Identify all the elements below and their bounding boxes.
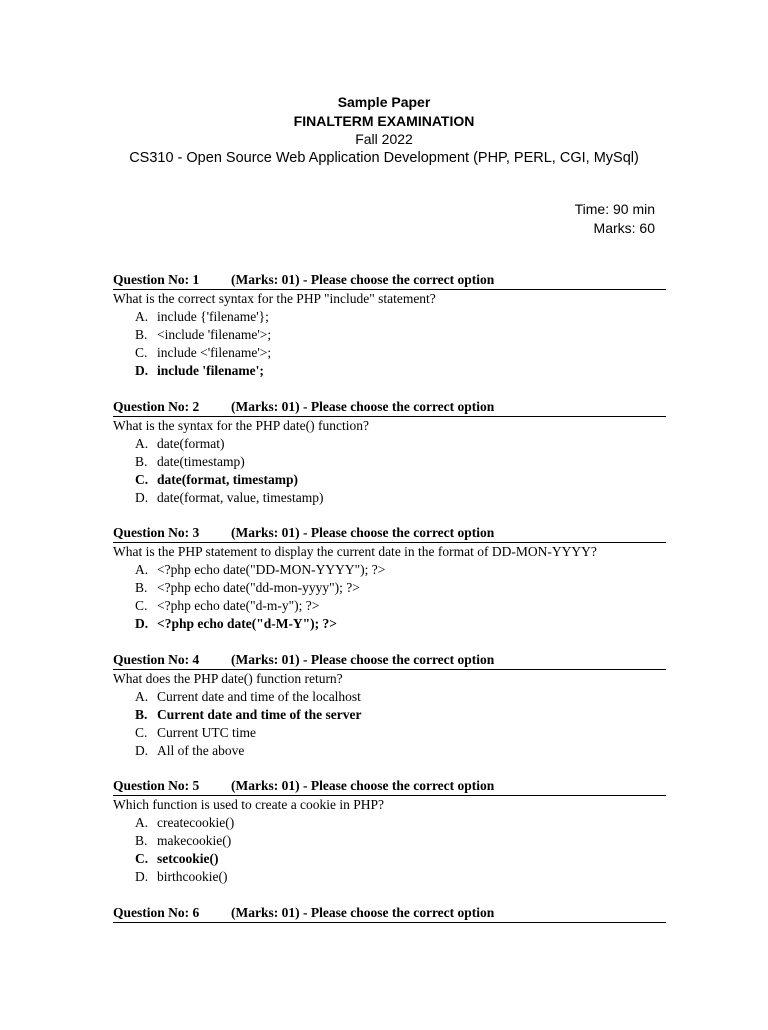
question-number: Question No: 4 [113, 651, 231, 668]
question-number: Question No: 1 [113, 271, 231, 288]
option-list [113, 561, 666, 633]
question-instruction: (Marks: 01) - Please choose the correct option [231, 525, 494, 540]
question-heading [113, 651, 666, 670]
option-letter: D. [135, 362, 157, 380]
correct-option [113, 471, 666, 489]
option-text: <?php echo date("dd-mon-yyyy"); ?> [157, 580, 360, 595]
question-text: What is the correct syntax for the PHP "include" statement? [113, 290, 666, 308]
answer-option [113, 453, 666, 471]
option-text: setcookie() [157, 851, 218, 866]
option-text: include <'filename'>; [157, 345, 271, 360]
option-text: Current date and time of the server [157, 707, 361, 722]
question-number: Question No: 2 [113, 398, 231, 415]
question-block [113, 524, 666, 651]
option-text: date(format) [157, 436, 224, 451]
option-letter: C. [135, 597, 157, 615]
option-letter: C. [135, 471, 157, 489]
option-letter: A. [135, 561, 157, 579]
answer-option [113, 688, 666, 706]
question-list [113, 271, 666, 1030]
answer-option [113, 868, 666, 886]
question-instruction: (Marks: 01) - Please choose the correct option [231, 652, 494, 667]
option-letter: B. [135, 326, 157, 344]
exam-term: Fall 2022 [0, 130, 768, 149]
question-number: Question No: 3 [113, 524, 231, 541]
option-text: include 'filename'; [157, 363, 264, 378]
question-instruction: (Marks: 01) - Please choose the correct option [231, 778, 494, 793]
correct-option [113, 615, 666, 633]
option-text: Current UTC time [157, 725, 256, 740]
option-letter: C. [135, 344, 157, 362]
question-instruction: (Marks: 01) - Please choose the correct option [231, 905, 494, 920]
answer-option [113, 435, 666, 453]
option-list [113, 688, 666, 760]
option-text: Current date and time of the localhost [157, 689, 361, 704]
answer-option [113, 742, 666, 760]
question-block [113, 904, 666, 1030]
answer-option [113, 561, 666, 579]
option-text: date(timestamp) [157, 454, 245, 469]
question-number: Question No: 6 [113, 904, 231, 921]
paper-title: Sample Paper [0, 93, 768, 112]
question-block [113, 777, 666, 904]
answer-option [113, 579, 666, 597]
option-list [113, 435, 666, 507]
option-text: <include 'filename'>; [157, 327, 271, 342]
question-heading [113, 271, 666, 290]
correct-option [113, 706, 666, 724]
question-text: What is the PHP statement to display the current date in the format of DD-MON-YYYY? [113, 543, 666, 561]
question-heading [113, 524, 666, 543]
option-text: date(format, value, timestamp) [157, 490, 323, 505]
question-number: Question No: 5 [113, 777, 231, 794]
option-letter: D. [135, 615, 157, 633]
paper-header [0, 93, 768, 167]
option-letter: A. [135, 308, 157, 326]
answer-option [113, 308, 666, 326]
exam-meta [575, 200, 655, 237]
question-block [113, 271, 666, 398]
question-heading [113, 398, 666, 417]
answer-option [113, 489, 666, 507]
time-limit: Time: 90 min [575, 200, 655, 219]
option-letter: B. [135, 832, 157, 850]
question-text: What does the PHP date() function return? [113, 670, 666, 688]
option-list [113, 814, 666, 886]
option-letter: C. [135, 850, 157, 868]
answer-option [113, 597, 666, 615]
option-text: All of the above [157, 743, 244, 758]
option-letter: A. [135, 688, 157, 706]
question-heading [113, 777, 666, 796]
option-text: makecookie() [157, 833, 231, 848]
option-letter: A. [135, 435, 157, 453]
option-text: <?php echo date("DD-MON-YYYY"); ?> [157, 562, 385, 577]
answer-option [113, 724, 666, 742]
option-text: birthcookie() [157, 869, 227, 884]
option-letter: C. [135, 724, 157, 742]
option-letter: B. [135, 453, 157, 471]
answer-option [113, 814, 666, 832]
correct-option [113, 362, 666, 380]
option-text: date(format, timestamp) [157, 472, 298, 487]
option-letter: B. [135, 706, 157, 724]
answer-option [113, 344, 666, 362]
question-text: Which function is used to create a cookie in PHP? [113, 796, 666, 814]
question-block [113, 651, 666, 778]
exam-type: FINALTERM EXAMINATION [0, 112, 768, 131]
answer-option [113, 832, 666, 850]
option-letter: B. [135, 579, 157, 597]
course-title: CS310 - Open Source Web Application Development (PHP, PERL, CGI, MySql) [0, 149, 768, 168]
option-text: <?php echo date("d-m-y"); ?> [157, 598, 319, 613]
question-text: What is the syntax for the PHP date() function? [113, 417, 666, 435]
option-list [113, 308, 666, 380]
option-letter: D. [135, 868, 157, 886]
question-instruction: (Marks: 01) - Please choose the correct option [231, 272, 494, 287]
answer-option [113, 326, 666, 344]
correct-option [113, 850, 666, 868]
total-marks: Marks: 60 [575, 219, 655, 238]
option-letter: A. [135, 814, 157, 832]
question-block [113, 398, 666, 525]
option-text: <?php echo date("d-M-Y"); ?> [157, 616, 337, 631]
question-instruction: (Marks: 01) - Please choose the correct option [231, 399, 494, 414]
option-letter: D. [135, 742, 157, 760]
option-letter: D. [135, 489, 157, 507]
option-text: include {'filename'}; [157, 309, 269, 324]
question-heading [113, 904, 666, 923]
option-text: createcookie() [157, 815, 234, 830]
